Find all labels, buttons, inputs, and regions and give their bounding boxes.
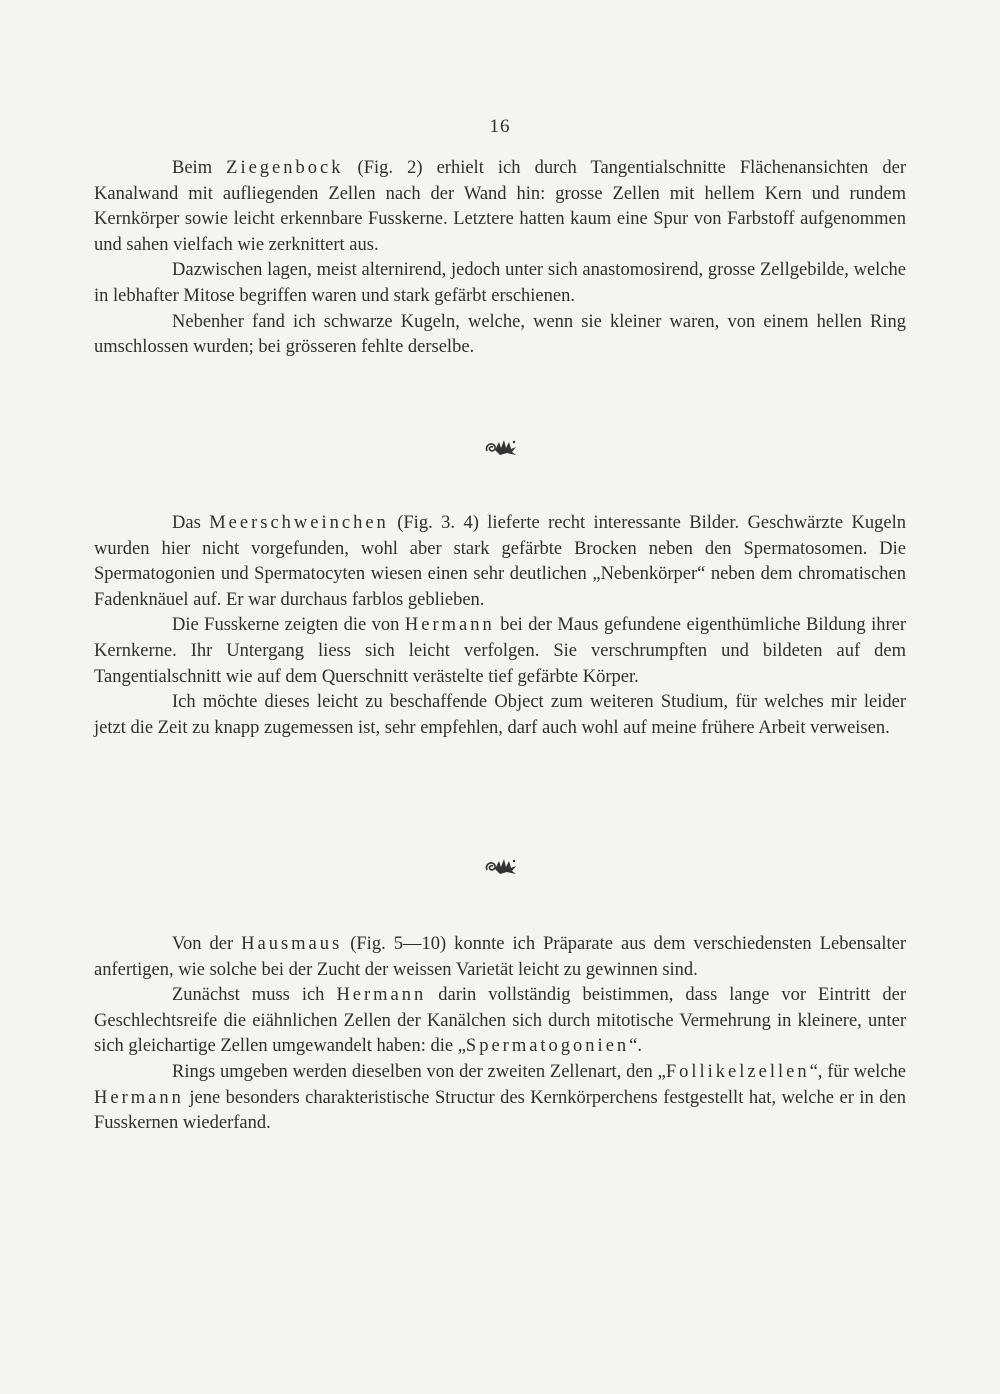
paragraph: Dazwischen lagen, meist alternirend, jedoch unter sich anastomosirend, grosse Zellgebilde, welche in lebhafter Mitose begriffen waren und stark gefärbt erschienen. [94,260,906,306]
paragraph: Von der Hausmaus (Fig. 5—10) konnte ich Präparate aus dem verschiedensten Lebensalter anfertigen, wie solche bei der Zucht der weissen Varietät leicht zu gewinnen sind. [94,934,906,980]
section-meerschweinchen [94,511,906,741]
floral-ornament-icon [483,855,519,877]
paragraph: Zunächst muss ich Hermann darin vollständig beistimmen, dass lange vor Eintritt der Geschlechtsreife die eiähnlichen Zellen der Kanälchen sich durch mitotische Vermehrung in kleinere, unter sich gleichartige Zellen umgewandelt haben: die „Spermatogonien“. [94,985,907,1057]
section-ziegenbock [94,156,906,361]
term: Follikelzellen [665,1061,810,1082]
animal-name: Hausmaus [241,934,343,954]
page-number: 16 [489,116,511,137]
author-name: Hermann [404,615,495,636]
section-hausmaus [94,932,906,1137]
paragraph: Beim Ziegenbock (Fig. 2) erhielt ich durch Tangentialschnitte Flächenansichten der Kanalwand mit aufliegenden Zellen nach der Wand hin: grosse Zellen mit hellem Kern und rundem Kernkörper sowie leicht erkennbare Fusskerne. Letztere hatten kaum eine Spur von Farbstoff aufgenommen und sahen vielfach wie zerknittert aus. [94,158,906,255]
animal-name: Ziegenbock [226,158,344,178]
paragraph: Nebenher fand ich schwarze Kugeln, welche, wenn sie kleiner waren, von einem hellen Ring umschlossen wurden; bei grösseren fehlte derselbe. [94,311,906,358]
author-name: Hermann [94,1087,184,1108]
paragraph: Das Meerschweinchen (Fig. 3. 4) lieferte recht interessante Bilder. Geschwärzte Kugeln wurden hier nicht vorgefunden, wohl aber stark gefärbte Brocken neben den Spermatosomen. Die Spermatogonien und Spermatocyten wiesen einen sehr deutlichen „Nebenkörper“ neben dem chromatischen Fadenknäuel auf. Er war durchaus farblos geblieben. [94,513,906,610]
floral-ornament-icon [483,436,519,458]
animal-name: Meerschweinchen [209,513,389,533]
paragraph: Ich möchte dieses leicht zu beschaffende Object zum weiteren Studium, für welches mir leider jetzt die Zeit zu knapp zugemessen ist, sehr empfehlen, darf auch wohl auf meine frühere Arbeit verweisen. [94,692,906,738]
paragraph: Die Fusskerne zeigten die von Hermann bei der Maus gefundene eigenthümliche Bildung ihrer Kernkerne. Ihr Untergang liess sich leicht verfolgen. Sie verschrumpften und bildeten auf dem Tangentialschnitt wie auf dem Querschnitt verästelte tief gefärbte Körper. [94,615,906,687]
term: Spermatogonien [465,1036,630,1057]
author-name: Hermann [336,985,427,1006]
paragraph: Rings umgeben werden dieselben von der zweiten Zellenart, den „Follikelzellen“, für welche Hermann jene besonders charakteristische Structur des Kernkörperchens festgestellt hat, welche er in den Fusskernen wiederfand. [94,1061,906,1134]
